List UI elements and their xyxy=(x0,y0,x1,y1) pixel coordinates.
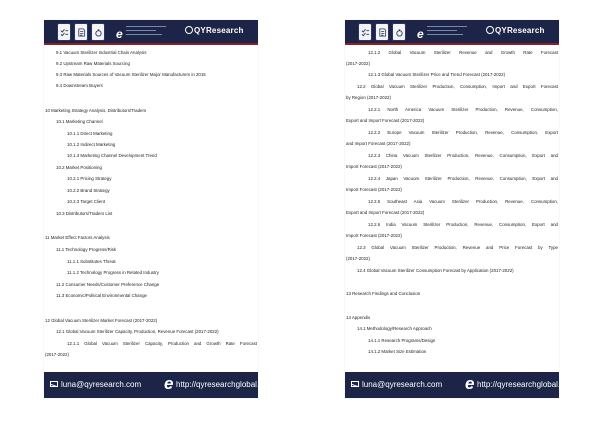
money-bag-icon xyxy=(392,23,406,41)
footer-website[interactable]: http://qyresearchglobal.com xyxy=(477,380,576,389)
toc-line: 12.2.4 Japan Vacuum Sterilizer Production, Revenue, Consumption, Export and xyxy=(368,176,558,181)
toc-line: 12.2.2 Europe Vacuum Sterilizer Production, Revenue, Consumption, Export xyxy=(368,130,558,135)
toc-line: 10 Marketing Strategy Analysis, Distributors/Traders xyxy=(45,108,147,113)
brand-e-icon: e xyxy=(417,27,424,41)
toc-line: Import Forecast (2017-2022) xyxy=(346,164,402,169)
toc-line: 9.1 Vacuum Sterilizer Industrial Chain Analysis xyxy=(56,50,147,55)
toc-line: 12.2 Global Vacuum Sterilizer Production, Consumption, Import and Export Forecast xyxy=(357,84,558,89)
toc-line: 11 Market Effect Factors Analysis xyxy=(45,235,110,240)
footer-banner xyxy=(44,372,275,398)
toc-line: 11.2 Consumer Needs/Customer Preference Change xyxy=(56,282,160,287)
toc-line: Import Forecast (2017-2022) xyxy=(346,233,402,238)
toc-line: 11.3 Economic/Political Environmental Change xyxy=(56,293,147,298)
toc-line: 12.4 Global Vacuum Sterilizer Consumption Forecast by Application (2017-2022) xyxy=(357,268,514,273)
header-banner xyxy=(345,20,559,45)
toc-line: (2017-2022) xyxy=(45,352,69,357)
toc-line: and Import Forecast (2017-2022) xyxy=(346,141,411,146)
toc-line: 14.1.2 Market Size Estimation xyxy=(368,349,427,354)
right-page xyxy=(345,20,576,398)
toc-line: 12.2.5 Southeast Asia Vacuum Sterilizer Production, Revenue, Consumption, xyxy=(368,199,558,204)
toc-line: 9.4 Downstream Buyers xyxy=(56,83,103,88)
toc-line: Import Forecast (2017-2022) xyxy=(346,187,402,192)
footer-website[interactable]: http://qyresearchglobal.com xyxy=(176,380,275,389)
checklist-icon xyxy=(57,23,71,41)
document-icon xyxy=(74,23,88,41)
toc-line: 9.2 Upstream Raw Materials Sourcing xyxy=(56,61,130,66)
brand-logo: QYResearch xyxy=(495,26,545,35)
toc-line: 14.1.1 Research Programs/Design xyxy=(368,338,436,343)
toc-line: 14 Appendix xyxy=(346,315,371,320)
toc-line: 12.1.1 Global Vacuum Sterilizer Capacity, Production and Growth Rate Forecast xyxy=(67,341,257,346)
toc-line: 12.1.3 Global Vacuum Sterilizer Price and Trend Forecast (2017-2022) xyxy=(368,72,506,77)
toc-line: Export and Import Forecast (2017-2022) xyxy=(346,210,425,215)
toc-line: 14.1 Methodology/Research Approach xyxy=(357,326,432,331)
toc-line: 10.2.2 Brand Strategy xyxy=(67,188,110,193)
toc-line: (2017-2022) xyxy=(346,61,370,66)
toc-line: 12 Global Vacuum Sterilizer Market Forecast (2017-2022) xyxy=(45,318,158,323)
toc-line: 10.3 Distributors/Traders List xyxy=(56,211,113,216)
toc-line: 12.1 Global Vacuum Sterilizer Capacity, Production, Revenue Forecast (2017-2022) xyxy=(56,329,219,334)
footer-email[interactable]: luna@qyresearch.com xyxy=(362,380,443,389)
toc-line: 12.1.2 Global Vacuum Sterilizer Revenue and Growth Rate Forecast xyxy=(368,50,558,55)
web-e-icon: e xyxy=(164,374,174,393)
email-icon xyxy=(50,381,58,387)
header-lines-decoration xyxy=(126,26,166,38)
toc-line: 13 Research Findings and Conclusion xyxy=(346,291,421,296)
document-icon xyxy=(375,23,389,41)
toc-line: 12.2.3 China Vacuum Sterilizer Production, Revenue, Consumption, Export and xyxy=(368,153,558,158)
toc-line: 11.1.2 Technology Progress in Related Industry xyxy=(67,270,159,275)
money-bag-icon xyxy=(91,23,105,41)
toc-line: 11.1.1 Substitutes Threat xyxy=(67,259,116,264)
toc-line: 12.2.1 North America Vacuum Sterilizer Production, Revenue, Consumption, xyxy=(368,107,558,112)
toc-line: 9.3 Raw Materials Sources of Vacuum Sterilizer Major Manufacturers in 2015 xyxy=(56,72,206,77)
toc-line: 10.1.1 Direct Marketing xyxy=(67,131,113,136)
header-banner xyxy=(44,20,258,45)
toc-line: 10.2.3 Target Client xyxy=(67,199,105,204)
banner-stripe xyxy=(44,43,258,45)
banner-stripe xyxy=(345,43,559,45)
brand-e-icon: e xyxy=(116,27,123,41)
toc-line: 10.2 Market Positioning xyxy=(56,165,102,170)
email-icon xyxy=(351,381,359,387)
toc-line: 10.2.1 Pricing Strategy xyxy=(67,176,112,181)
web-e-icon: e xyxy=(465,374,475,393)
toc-line: 12.2.6 India Vacuum Sterilizer Production, Revenue, Consumption, Export and xyxy=(368,222,558,227)
footer-email[interactable]: luna@qyresearch.com xyxy=(61,380,142,389)
logo-mark-icon xyxy=(486,26,494,34)
toc-line: Export and Import Forecast (2017-2022) xyxy=(346,118,425,123)
toc-line: 11.1 Technology Progress/Risk xyxy=(56,247,117,252)
checklist-icon xyxy=(358,23,372,41)
toc-line: (2017-2022) xyxy=(346,256,370,261)
brand-logo: QYResearch xyxy=(194,26,244,35)
toc-line: 10.1.2 Indirect Marketing xyxy=(67,142,116,147)
logo-mark-icon xyxy=(185,26,193,34)
toc-line: by Region (2017-2022) xyxy=(346,95,391,100)
footer-banner xyxy=(345,372,576,398)
header-lines-decoration xyxy=(427,26,467,38)
toc-line: 10.1.3 Marketing Channel Development Trend xyxy=(67,153,157,158)
toc-line: 10.1 Marketing Channel xyxy=(56,119,103,124)
left-page xyxy=(44,20,275,398)
toc-line: 12.3 Global Vacuum Sterilizer Production, Revenue and Price Forecast by Type xyxy=(357,245,558,250)
